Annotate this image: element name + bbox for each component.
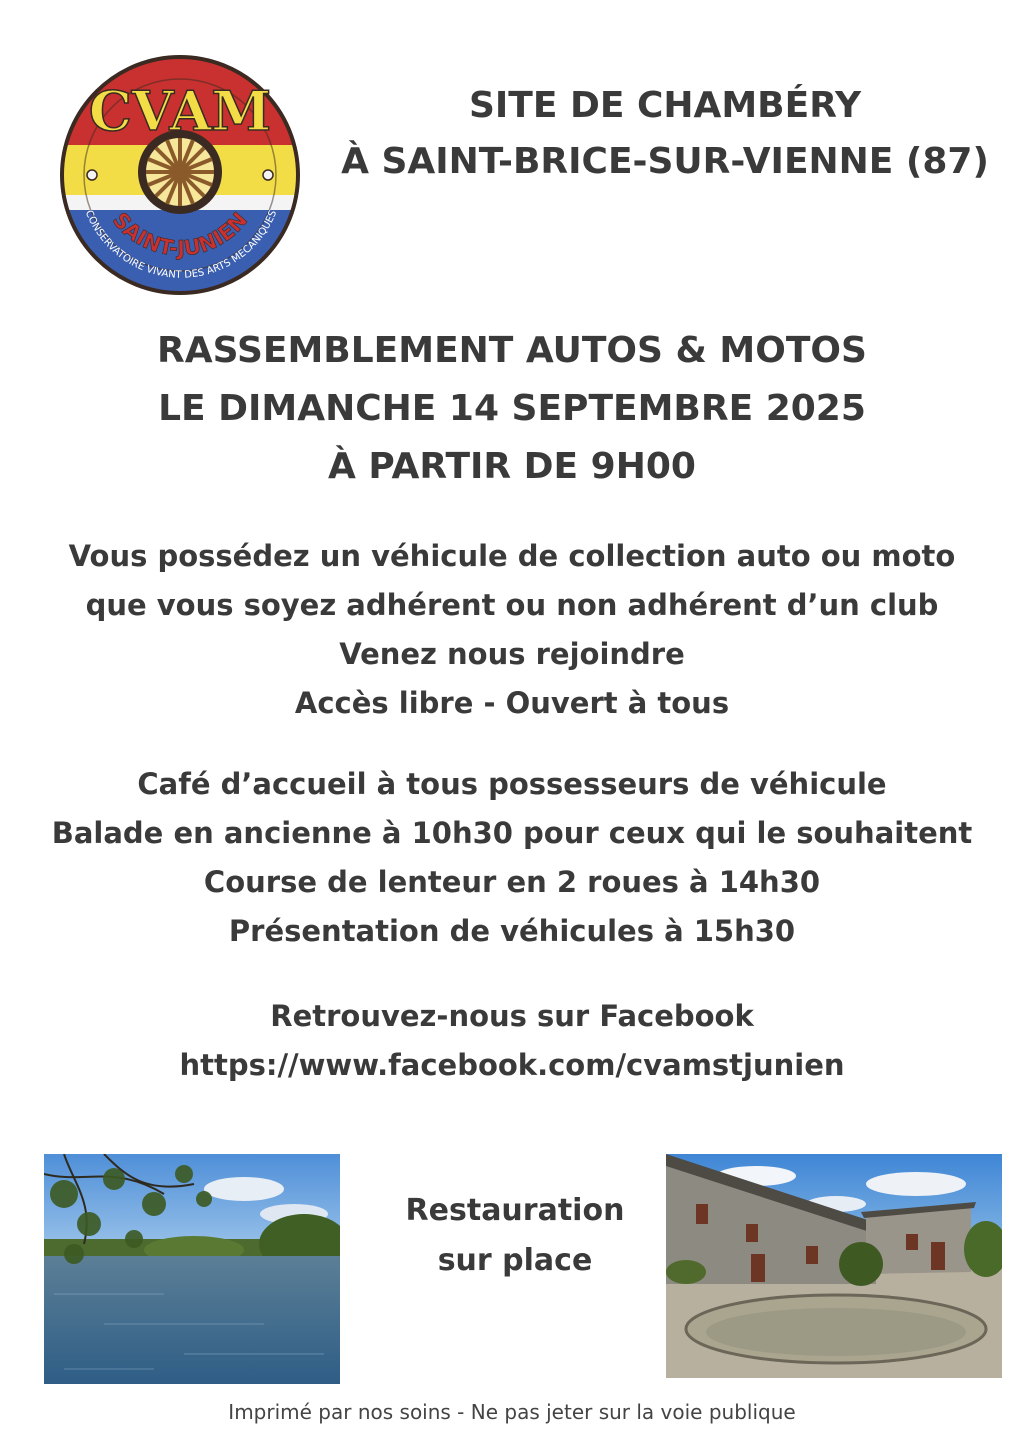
- logo-ring-text: CONSERVATOIRE VIVANT DES ARTS MECANIQUES: [82, 208, 280, 281]
- site-line-1: SITE DE CHAMBÉRY: [468, 85, 862, 126]
- program-block: [0, 760, 1024, 956]
- program-line-4: Présentation de véhicules à 15h30: [228, 914, 796, 948]
- cvam-logo: [50, 50, 310, 300]
- restauration-line-2: sur place: [437, 1243, 593, 1278]
- facebook-block: [0, 992, 1024, 1090]
- invite-line-2: que vous soyez adhérent ou non adhérent d’un club: [85, 588, 939, 622]
- logo-saint-junien-text: SAINT-JUNIEN: [107, 207, 253, 261]
- restauration-text: [360, 1186, 670, 1286]
- site-title: [320, 78, 1010, 190]
- invite-block: [0, 532, 1024, 728]
- wheel-icon: [142, 134, 218, 210]
- invite-line-3: Venez nous rejoindre: [339, 637, 685, 671]
- invite-line-4: Accès libre - Ouvert à tous: [294, 686, 730, 720]
- program-line-3: Course de lenteur en 2 roues à 14h30: [203, 865, 821, 899]
- event-headline: [0, 322, 1024, 496]
- farmhouse-photo: [666, 1154, 1002, 1378]
- logo-cvam-text: CVAM: [88, 79, 272, 143]
- event-line-3: À PARTIR DE 9H00: [328, 446, 696, 487]
- program-line-1: Café d’accueil à tous possesseurs de véhicule: [137, 767, 887, 801]
- facebook-url[interactable]: https://www.facebook.com/cvamstjunien: [179, 1048, 845, 1082]
- event-line-2: LE DIMANCHE 14 SEPTEMBRE 2025: [158, 388, 866, 429]
- invite-line-1: Vous possédez un véhicule de collection auto ou moto: [68, 539, 956, 573]
- lake-photo: [44, 1154, 340, 1384]
- program-line-2: Balade en ancienne à 10h30 pour ceux qui le souhaitent: [51, 816, 973, 850]
- event-line-1: RASSEMBLEMENT AUTOS & MOTOS: [157, 330, 867, 371]
- facebook-label: Retrouvez-nous sur Facebook: [270, 999, 754, 1033]
- restauration-line-1: Restauration: [405, 1193, 625, 1228]
- site-line-2: À SAINT-BRICE-SUR-VIENNE (87): [341, 141, 989, 182]
- footer-note: Imprimé par nos soins - Ne pas jeter sur la voie publique: [228, 1400, 796, 1424]
